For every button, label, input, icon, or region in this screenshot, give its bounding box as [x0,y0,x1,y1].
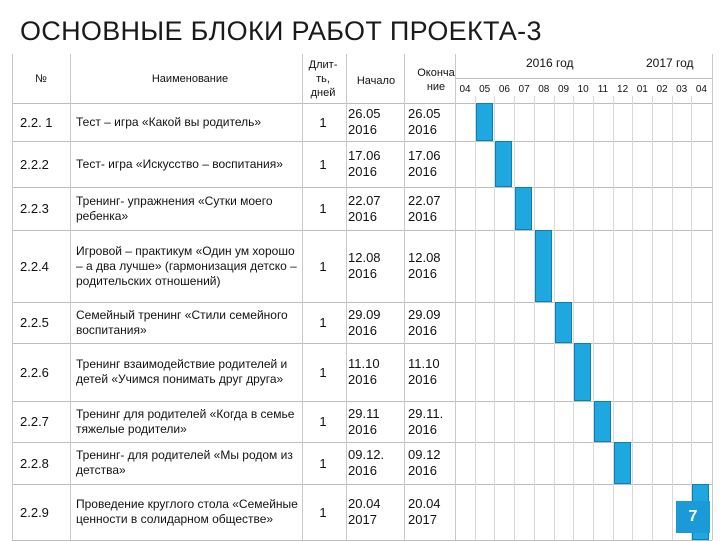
task-end [408,103,468,141]
task-start-day: 12.08 [348,250,381,265]
task-end-day: 26.05 [408,106,441,121]
gantt-bar [555,302,572,343]
header-name [140,72,240,86]
task-end-day: 29.09 [408,306,441,322]
task-start-day: 22.07 [348,192,381,208]
task-start-year: 2016 [348,372,377,387]
header-name-label: Наименование [151,73,229,85]
header-duration-line3: дней [310,87,336,99]
row-number: 2.2.2 [20,156,49,172]
task-duration: 1 [319,455,327,471]
gantt-bar [476,103,493,141]
task-start-year: 2016 [348,421,377,437]
task-end-day: 09.12 [408,447,441,462]
year-2016-label: 2016 год [526,56,574,70]
row-number: 2.2.5 [20,315,49,330]
gantt-bar [574,343,591,401]
task-duration: 1 [319,364,327,380]
month-column-divider [475,96,476,540]
task-end-year: 2016 [408,322,437,338]
header-duration-line2: ть, [316,73,330,85]
task-start-year: 2016 [348,122,377,137]
task-start-day: 09.12. [348,447,385,462]
task-end-day: 11.10 [408,356,440,371]
task-name: Тест- игра «Искусство – воспитания» [76,156,283,171]
column-divider [712,54,713,540]
task-end-year: 2016 [408,122,437,137]
task-duration: 1 [319,201,327,216]
row-number: 2.2.6 [20,364,49,380]
task-end [408,401,468,442]
month-column-divider [573,96,574,540]
task-start [348,187,404,230]
task-end-day: 20.04 [408,496,441,511]
task-start-year: 2016 [348,322,377,338]
task-start-year: 2016 [348,463,377,478]
column-divider [346,54,347,540]
task-end-year: 2016 [408,463,437,478]
task-start [348,442,404,484]
month-label: 08 [538,84,550,95]
gantt-bar [614,442,631,484]
task-start-day: 17.06 [348,148,381,163]
year-divider [455,78,712,79]
month-label: 09 [557,84,570,95]
task-start [348,230,404,302]
page-title: ОСНОВНЫЕ БЛОКИ РАБОТ ПРОЕКТА-3 [20,16,542,46]
header-duration-line1: Длит- [308,59,338,71]
task-start-year: 2017 [348,512,377,527]
task-duration: 1 [319,114,327,130]
month-label: 04 [459,84,471,95]
task-end [408,302,468,343]
task-duration: 1 [319,414,327,429]
month-column-divider [593,96,594,540]
task-end [408,230,468,302]
task-name: Тренинг для родителей «Когда в семье тяжелые родители» [76,406,295,436]
gantt-bar [515,187,532,230]
month-column-divider [632,96,633,540]
month-column-divider [514,96,515,540]
task-name: Тренинг взаимодействие родителей и детей «Учимся понимать друг друга» [76,357,288,386]
task-start-year: 2016 [348,266,377,281]
month-column-divider [691,96,692,540]
row-number: 2.2.7 [20,414,49,429]
task-start [348,141,404,187]
task-start-day: 29.09 [348,306,381,322]
month-label: 06 [498,84,510,95]
task-end-year: 2016 [408,372,437,387]
month-label: 07 [518,84,530,95]
task-end [408,343,468,401]
task-start [348,401,404,442]
task-duration: 1 [319,504,327,520]
header-start: Начало [356,75,396,87]
task-start-year: 2016 [348,208,377,224]
month-label: 12 [617,84,629,95]
row-number: 2.2. 1 [20,114,53,130]
gantt-bar [594,401,611,442]
month-label: 11 [597,84,609,95]
task-end [408,442,468,484]
month-label: 01 [636,84,648,95]
task-name: Игровой – практикум «Один ум хорошо – а два лучше» (гармонизация детско – родительских отношений) [76,243,297,288]
task-start [348,484,404,540]
task-start-year: 2016 [348,164,377,179]
task-end [408,141,468,187]
task-end-day: 17.06 [408,148,441,163]
month-column-divider [672,96,673,540]
column-divider [404,54,405,540]
task-duration: 1 [319,315,327,330]
task-duration: 1 [319,258,327,274]
header-end-line1: Оконча [417,67,455,79]
task-name: Тест – игра «Какой вы родитель» [76,114,262,129]
task-end-day: 12.08 [408,250,441,265]
task-end-year: 2016 [408,164,437,179]
header-num: № [35,73,47,85]
header-end-line2: ние [426,81,446,93]
row-number: 2.2.8 [20,455,49,471]
task-name: Тренинг- упражнения «Сутки моего ребенка» [76,193,273,223]
task-name: Тренинг- для родителей «Мы родом из детства» [76,448,293,477]
row-number: 2.2.9 [20,504,49,520]
task-start [348,103,404,141]
row-number: 2.2.4 [20,258,49,274]
month-label: 03 [676,84,688,95]
task-end-day: 29.11. [408,405,444,421]
task-end-day: 22.07 [408,192,441,208]
task-name: Семейный тренинг «Стили семейного воспитания» [76,307,288,337]
month-label: 02 [656,84,668,95]
month-column-divider [652,96,653,540]
task-end [408,484,468,540]
task-end-year: 2016 [408,421,437,437]
task-name: Проведение круглого стола «Семейные ценности в солидарном обществе» [76,497,298,526]
month-label: 05 [479,84,491,95]
row-number: 2.2.3 [20,201,49,216]
task-start-day: 29.11 [348,405,380,421]
page-number-badge: 7 [676,501,710,533]
month-column-divider [534,96,535,540]
header-duration [302,58,344,100]
task-start-day: 20.04 [348,496,381,511]
task-end-year: 2017 [408,512,437,527]
month-label: 10 [577,84,589,95]
task-start-day: 26.05 [348,106,381,121]
task-end [408,187,468,230]
task-start-day: 11.10 [348,356,380,371]
column-divider [70,54,71,540]
month-label: 04 [695,84,707,95]
task-start [348,343,404,401]
year-2017-label: 2017 год [646,56,694,70]
gantt-bar [495,141,512,187]
task-start [348,302,404,343]
gantt-bar [535,230,552,302]
task-duration: 1 [319,156,327,172]
task-end-year: 2016 [408,266,437,281]
task-end-year: 2016 [408,208,437,224]
